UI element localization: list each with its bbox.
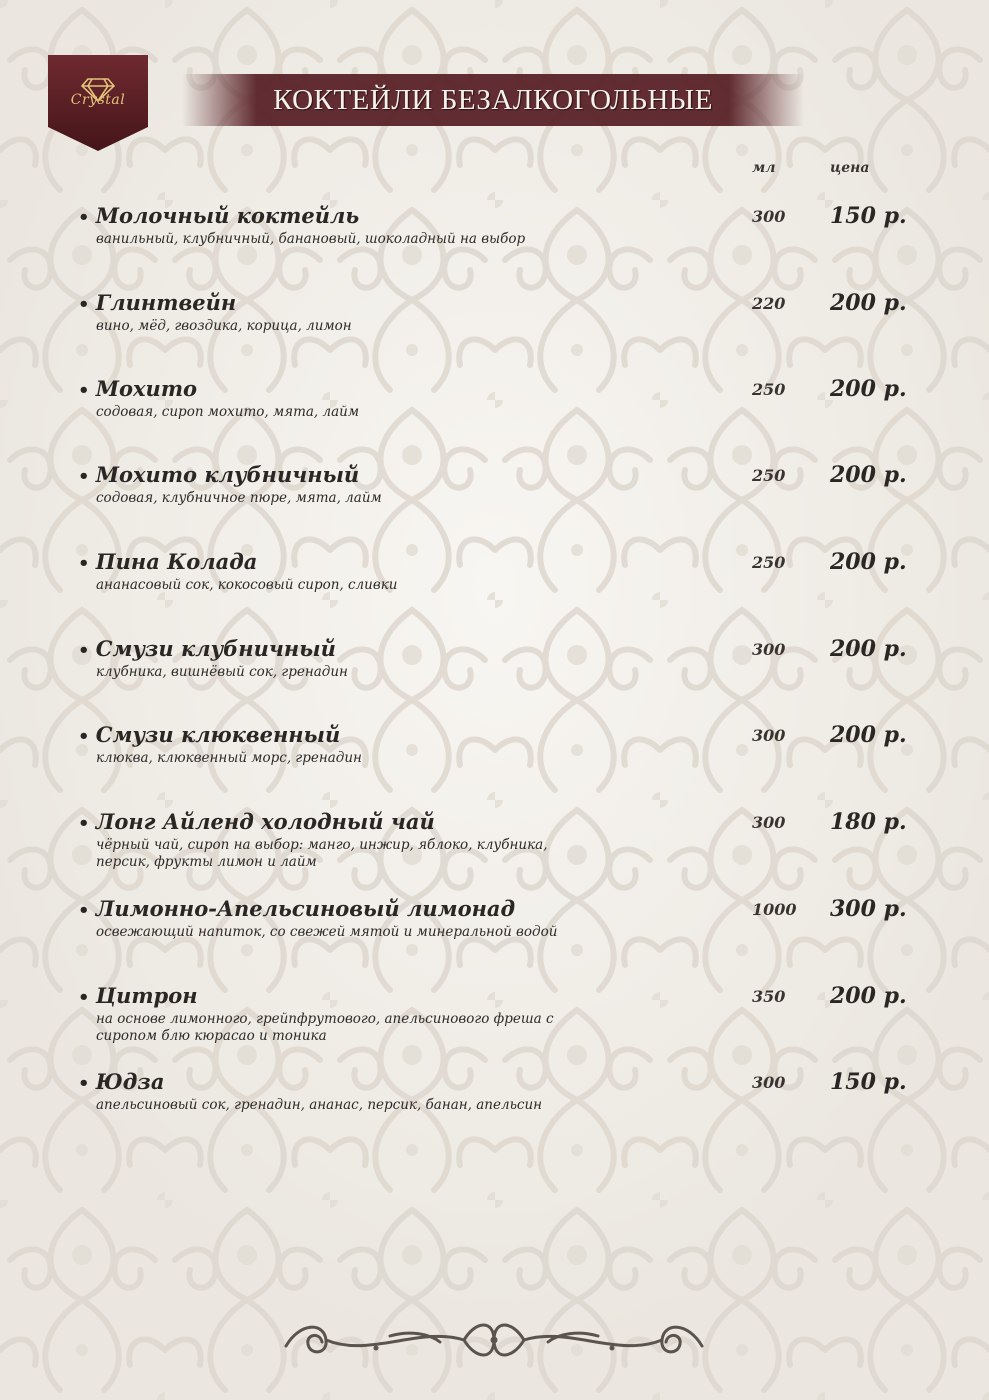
item-name: • Смузи клюквенный [78,722,340,747]
item-name: • Глинтвейн [78,290,236,315]
item-description: на основе лимонного, грейпфрутового, апельсинового фреша с сиропом блю кюрасао и тоника [96,1011,554,1044]
item-description: содовая, сироп мохито, мята, лайм [96,404,360,420]
item-name: • Юдза [78,1069,164,1094]
item-volume: 250 [752,466,786,485]
item-price: 300 р. [830,896,907,922]
item-name: • Пина Колада [78,549,257,574]
item-volume: 250 [752,380,786,399]
item-volume: 300 [752,813,786,832]
item-price: 200 р. [830,290,907,316]
item-description: ананасовый сок, кокосовый сироп, сливки [96,577,398,593]
page-title: КОКТЕЙЛИ БЕЗАЛКОГОЛЬНЫЕ [273,84,713,116]
item-name: • Молочный коктейль [78,203,359,228]
item-volume: 1000 [752,900,797,919]
item-name: • Смузи клубничный [78,636,336,661]
item-volume: 350 [752,987,786,1006]
item-name: • Мохито [78,376,197,401]
item-price: 200 р. [830,376,907,402]
item-volume: 300 [752,207,786,226]
item-description: содовая, клубничное пюре, мята, лайм [96,490,382,506]
item-volume: 300 [752,1073,786,1092]
item-volume: 300 [752,640,786,659]
item-description: клубника, вишнёвый сок, гренадин [96,664,348,680]
item-price: 150 р. [830,1069,907,1095]
volume-column-header: мл [752,160,776,176]
item-price: 200 р. [830,549,907,575]
item-price: 200 р. [830,462,907,488]
item-description: вино, мёд, гвоздика, корица, лимон [96,318,352,334]
item-description: освежающий напиток, со свежей мятой и минеральной водой [96,924,558,940]
flourish-ornament [280,1312,708,1368]
item-description: апельсиновый сок, гренадин, ананас, персик, банан, апельсин [96,1097,543,1113]
item-volume: 250 [752,553,786,572]
item-name: • Мохито клубничный [78,462,359,487]
item-price: 150 р. [830,203,907,229]
item-name: • Цитрон [78,983,198,1008]
item-price: 200 р. [830,722,907,748]
item-name: • Лимонно-Апельсиновый лимонад [78,896,515,921]
item-name: • Лонг Айленд холодный чай [78,809,435,834]
item-price: 200 р. [830,983,907,1009]
item-description: клюква, клюквенный морс, гренадин [96,750,362,766]
item-description: чёрный чай, сироп на выбор: манго, инжир, яблоко, клубника, персик, фрукты лимон и лайм [96,837,548,870]
item-price: 200 р. [830,636,907,662]
item-volume: 220 [752,294,786,313]
logo-text: Crystal [70,92,126,108]
price-column-header: цена [830,160,870,176]
item-description: ванильный, клубничный, банановый, шоколадный на выбор [96,231,526,247]
item-price: 180 р. [830,809,907,835]
item-volume: 300 [752,726,786,745]
